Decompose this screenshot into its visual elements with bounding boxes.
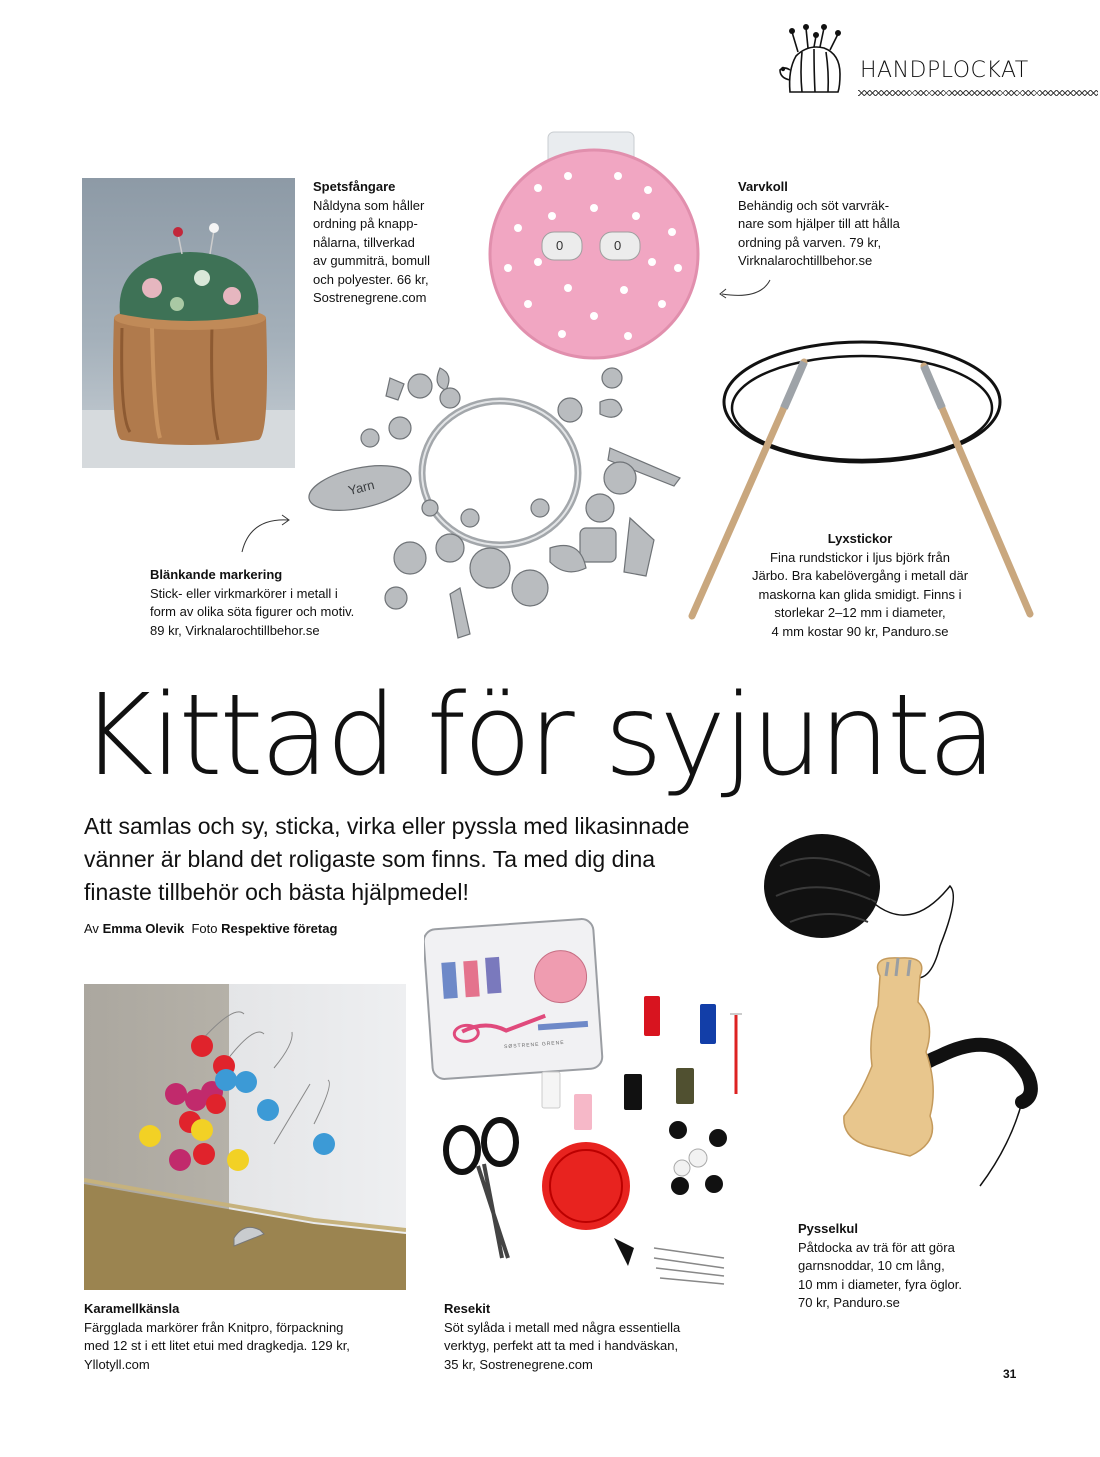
- byline-author: Emma Olevik: [102, 921, 185, 936]
- header-rule: [858, 90, 1098, 96]
- article-title: Kittad för syjunta: [80, 671, 994, 801]
- tin-brand-text: SØSTRENE GRENE: [503, 1039, 565, 1051]
- arrow-icon: [712, 276, 776, 304]
- caption-line: Färgglada markörer från Knitpro, förpackning: [84, 1319, 344, 1335]
- section-label: HANDPLOCKAT: [860, 58, 1029, 83]
- caption-line: ordning på varven. 79 kr,: [738, 234, 882, 250]
- knitting-doll-photo: [760, 826, 1060, 1206]
- lead-line: finaste tillbehör och bästa hjälpmedel!: [84, 879, 469, 905]
- caption-title: Spetsfångare: [313, 179, 396, 194]
- caption-line: 89 kr, Virknalarochtillbehor.se: [150, 622, 320, 638]
- caption-title: Blänkande markering: [150, 567, 283, 582]
- caption-line: och polyester. 66 kr,: [313, 271, 429, 287]
- lead-line: Att samlas och sy, sticka, virka eller pyssla med likasinnade: [84, 813, 690, 839]
- caption-spetsfangare: [313, 178, 483, 308]
- caption-line: Fina rundstickor i ljus björk från: [770, 549, 950, 565]
- page-number: 31: [1003, 1367, 1017, 1381]
- caption-line: 4 mm kostar 90 kr, Panduro.se: [771, 623, 949, 639]
- caption-line: 10 mm i diameter, fyra öglor.: [798, 1276, 963, 1292]
- caption-line: verktyg, perfekt att ta med i handväskan,: [444, 1338, 679, 1353]
- caption-line: med 12 st i ett litet etui med dragkedja. 129 kr,: [84, 1338, 350, 1353]
- lead-line: vänner är bland det roligaste som finns. Ta med dig dina: [84, 846, 656, 872]
- caption-line: Påtdocka av trä för att göra: [798, 1239, 955, 1255]
- caption-title: Varvkoll: [738, 179, 788, 194]
- caption-line: ordning på knapp-: [313, 216, 418, 231]
- caption-line: Virknalarochtillbehor.se: [738, 253, 873, 268]
- pincushion-photo: [82, 178, 295, 468]
- caption-line: 70 kr, Panduro.se: [798, 1295, 900, 1310]
- counter-digit: 0: [556, 238, 564, 253]
- caption-lyxstickor: [740, 530, 980, 641]
- caption-pysselkul: [798, 1220, 1018, 1313]
- caption-line: nålarna, tillverkad: [313, 234, 415, 250]
- byline: [84, 921, 337, 936]
- caption-line: storlekar 2–12 mm i diameter,: [774, 605, 946, 620]
- caption-title: Resekit: [444, 1301, 491, 1316]
- caption-line: maskorna kan glida smidigt. Finns i: [758, 586, 962, 602]
- photo-credit: Respektive företag: [221, 921, 338, 936]
- caption-line: garnsnoddar, 10 cm lång,: [798, 1258, 945, 1273]
- section-header: [760, 20, 1100, 100]
- caption-line: Nåldyna som håller: [313, 197, 425, 213]
- caption-line: form av olika söta figurer och motiv.: [150, 604, 355, 619]
- caption-line: 35 kr, Sostrenegrene.com: [444, 1356, 593, 1372]
- photo-prefix: Foto: [191, 921, 218, 936]
- sewing-kit-photo: [424, 918, 780, 1310]
- caption-title: Karamellkänsla: [84, 1301, 180, 1316]
- byline-prefix: Av: [84, 921, 99, 936]
- article-lead: [84, 810, 764, 909]
- caption-title: Pysselkul: [798, 1221, 858, 1236]
- counter-digit: 0: [614, 238, 622, 253]
- caption-title: Lyxstickor: [827, 531, 893, 546]
- charm-tag-text: Yarn: [346, 477, 376, 498]
- row-counter-photo: [478, 128, 714, 360]
- caption-line: Sostrenegrene.com: [313, 290, 427, 305]
- caption-line: Yllotyll.com: [84, 1356, 150, 1372]
- caption-line: nare som hjälper till att hålla: [738, 216, 900, 231]
- caption-line: Behändig och söt varvräk-: [738, 197, 890, 213]
- caption-line: Söt sylåda i metall med några essentiella: [444, 1319, 681, 1335]
- caption-line: av gummiträ, bomull: [313, 253, 431, 268]
- stitch-markers-photo: [84, 984, 406, 1290]
- caption-line: Järbo. Bra kabelövergång i metall där: [751, 568, 969, 583]
- caption-varvkoll: [738, 178, 958, 271]
- caption-line: Stick- eller virkmarkörer i metall i: [150, 585, 338, 601]
- arrow-icon: [236, 508, 296, 558]
- caption-blankande: [150, 566, 390, 640]
- caption-karamell: [84, 1300, 404, 1374]
- caption-resekit: [444, 1300, 744, 1374]
- pincushion-icon: [768, 22, 848, 96]
